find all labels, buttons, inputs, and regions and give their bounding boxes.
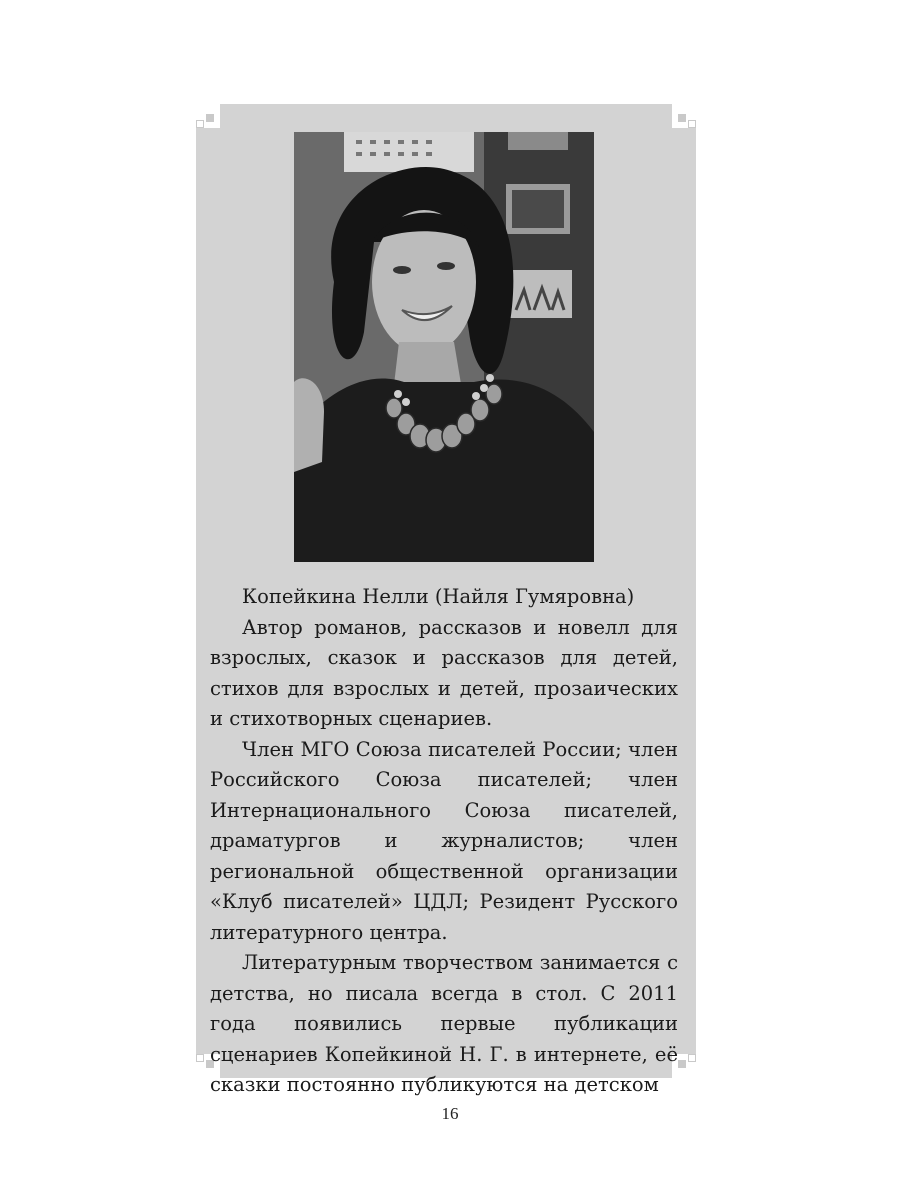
author-portrait-photo [294,132,594,562]
bio-panel [196,104,696,1096]
bio-paragraph: Автор романов, рассказов и новелл для взрослых, сказок и рассказов для детей, стихов для взрослых и детей, прозаических и стихотворных сценариев. [210,615,678,730]
page-number: 16 [441,1104,459,1123]
bio-paragraph: Член МГО Союза писателей России; член Российского Союза писателей; член Интернационального Союза писателей, драматургов и журналистов; член региональной общественной организации «Клуб писателей» ЦДЛ; Резидент Русского литературного центра. [210,737,678,944]
corner-ornament-top-right [672,104,696,128]
corner-ornament-top-left [196,104,220,128]
author-name-line: Копейкина Нелли (Найля Гумяровна) [242,585,635,608]
bio-paragraph: Литературным творчеством занимается с детства, но писала всегда в стол. С 2011 года появились первые публикации сценариев Копейкиной Н. Г. в интернете, её сказки постоянно публикуются на детском [210,951,678,1096]
bio-text [210,582,678,1101]
